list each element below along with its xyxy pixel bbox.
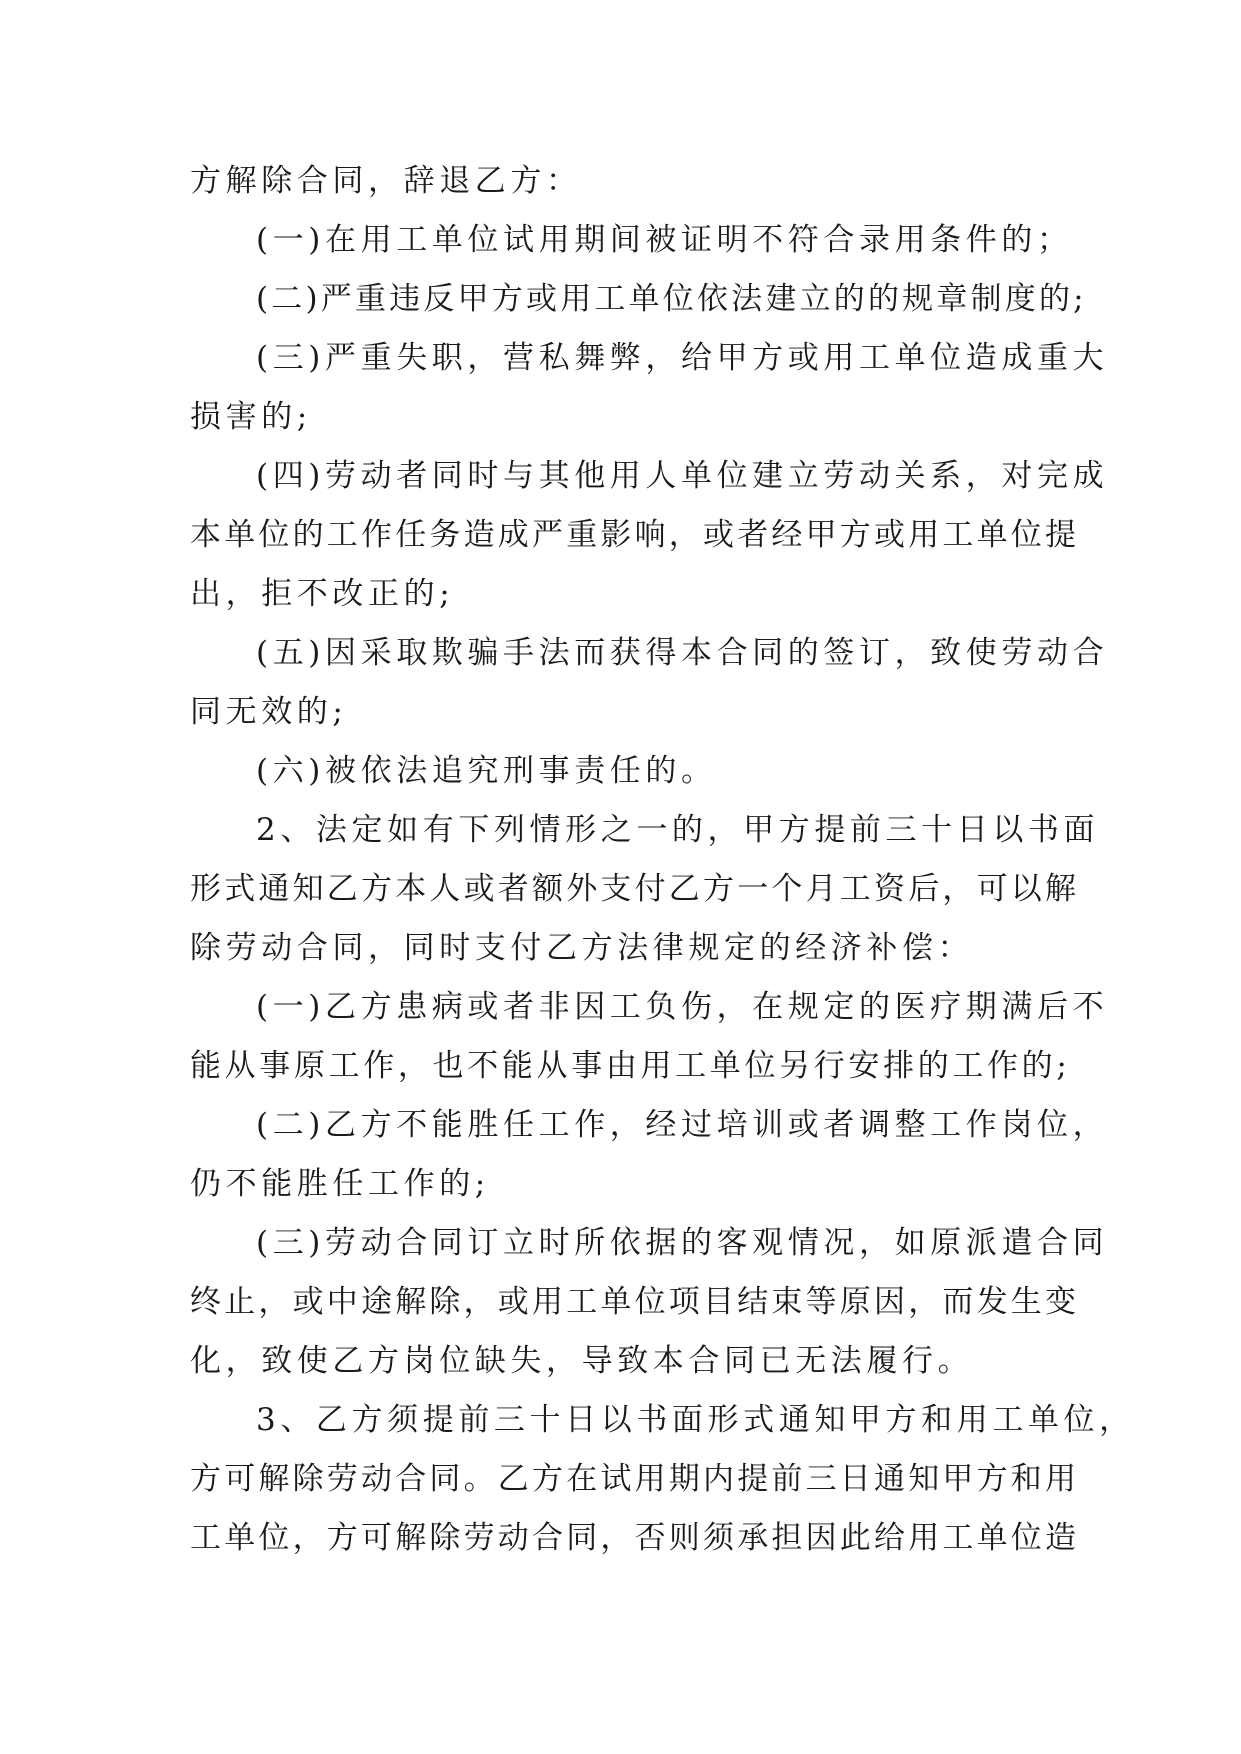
text-line: 除劳动合同，同时支付乙方法律规定的经济补偿： [190, 930, 974, 966]
text-line: 化，致使乙方岗位缺失，导致本合同已无法履行。 [190, 1343, 974, 1379]
clause-item: (三)劳动合同订立时所依据的客观情况，如原派遣合同 [256, 1225, 1109, 1261]
clause-item: (三)严重失职，营私舞弊，给甲方或用工单位造成重大 [256, 340, 1109, 376]
text-line: 出，拒不改正的; [190, 576, 455, 612]
clause-item: (六)被依法追究刑事责任的。 [256, 753, 717, 789]
text-line: 同无效的; [190, 694, 348, 730]
clause-item: (一)乙方患病或者非因工负伤，在规定的医疗期满后不 [256, 989, 1109, 1025]
text-line: 仍不能胜任工作的; [190, 1166, 490, 1202]
text-line: 能从事原工作，也不能从事由用工单位另行安排的工作的; [190, 1048, 1070, 1084]
clause-item: (一)在用工单位试用期间被证明不符合录用条件的； [256, 222, 1073, 258]
section-item: 3、乙方须提前三十日以书面形式通知甲方和用工单位， [256, 1402, 1135, 1438]
text-line: 终止，或中途解除，或用工单位项目结束等原因，而发生变 [190, 1284, 1080, 1320]
text-line: 形式通知乙方本人或者额外支付乙方一个月工资后，可以解 [190, 871, 1080, 907]
text-line: 损害的; [190, 399, 312, 435]
text-line: 工单位，方可解除劳动合同，否则须承担因此给用工单位造 [190, 1520, 1080, 1556]
text-line: 本单位的工作任务造成严重影响，或者经甲方或用工单位提 [190, 517, 1080, 553]
clause-item: (二)严重违反甲方或用工单位依法建立的的规章制度的; [256, 281, 1087, 317]
clause-item: (四)劳动者同时与其他用人单位建立劳动关系，对完成 [256, 458, 1109, 494]
section-item: 2、法定如有下列情形之一的，甲方提前三十日以书面 [256, 812, 1100, 848]
clause-item: (五)因采取欺骗手法而获得本合同的签订，致使劳动合 [256, 635, 1109, 671]
clause-item: (二)乙方不能胜任工作，经过培训或者调整工作岗位， [256, 1107, 1109, 1143]
text-line: 方解除合同，辞退乙方： [190, 163, 582, 199]
contract-text [190, 152, 1135, 1568]
text-line: 方可解除劳动合同。乙方在试用期内提前三日通知甲方和用 [190, 1461, 1080, 1497]
